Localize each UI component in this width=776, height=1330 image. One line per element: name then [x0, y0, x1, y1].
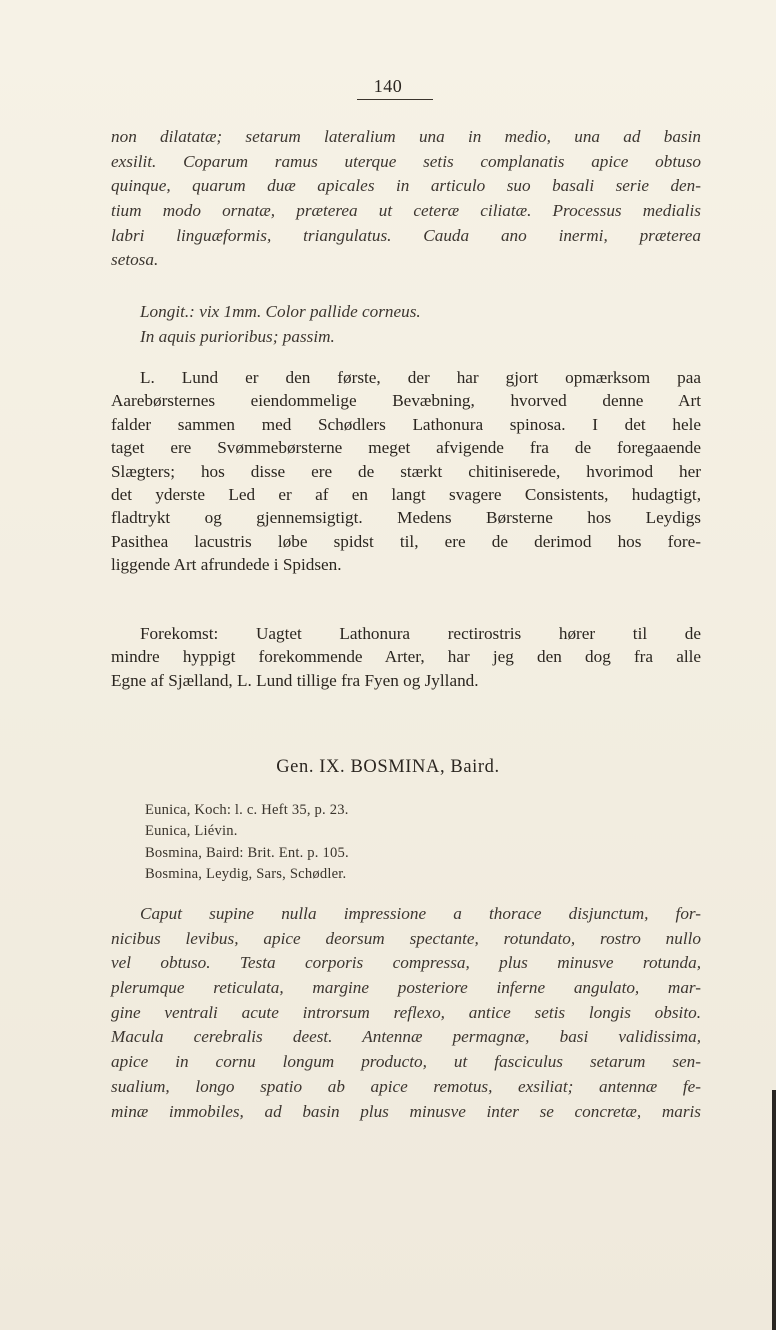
text-line: sualium, longo spatio ab apice remotus, exsiliat; antennæ fe-	[111, 1076, 701, 1096]
text-line: mindre hyppigt forekommende Arter, har jeg den dog fra alle	[111, 647, 701, 667]
text-line: plerumque reticulata, margine posteriore inferne angulato, mar-	[111, 978, 701, 998]
text-line: labri linguæformis, triangulatus. Cauda ano inermi, præterea	[111, 225, 701, 245]
text-line: Caput supine nulla impressione a thorace disjunctum, for-	[140, 904, 701, 923]
synonym-list	[145, 800, 349, 885]
text-line: minæ immobiles, ad basin plus minusve inter se concretæ, maris	[111, 1101, 701, 1121]
text-line: vel obtuso. Testa corporis compressa, plus minusve rotunda,	[111, 953, 701, 973]
synonym-entry: Eunica, Koch: l. c. Heft 35, p. 23.	[145, 802, 349, 818]
text-line: Aarebørsternes eiendommelige Bevæbning, hvorved denne Art	[111, 391, 701, 411]
text-line: Slægters; hos disse ere de stærkt chitiniserede, hvorimod her	[111, 461, 701, 481]
text-line: nicibus levibus, apice deorsum spectante, rotundato, rostro nullo	[111, 928, 701, 948]
latin-description	[111, 125, 701, 273]
genus-heading: Gen. IX. BOSMINA, Baird.	[276, 757, 500, 777]
synonym-entry: Bosmina, Baird: Brit. Ent. p. 105.	[145, 844, 349, 861]
text-line: Macula cerebralis deest. Antennæ permagnæ, basi validissima,	[111, 1027, 701, 1047]
page-number: 140	[373, 76, 403, 96]
text-line: setosa.	[111, 250, 159, 270]
text-line: non dilatatæ; setarum lateralium una in medio, una ad basin	[111, 127, 701, 146]
text-line: Egne af Sjælland, L. Lund tillige fra Fyen og Jylland.	[111, 670, 479, 690]
page-number-rule	[357, 99, 433, 100]
text-line: falder sammen med Schødlers Lathonura spinosa. I det hele	[111, 414, 701, 434]
text-line: gine ventrali acute introrsum reflexo, antice setis longis obsito.	[111, 1002, 701, 1022]
text-line: fladtrykt og gjennemsigtigt. Medens Børsterne hos Leydigs	[111, 508, 701, 528]
text-line: apice in cornu longum producto, ut fasciculus setarum sen-	[111, 1052, 701, 1072]
measurements	[111, 300, 701, 349]
danish-paragraph-1	[111, 366, 701, 577]
text-line: det yderste Led er af en langt svagere Consistents, hudagtigt,	[111, 484, 701, 504]
text-line: Longit.: vix 1mm. Color pallide corneus.	[140, 302, 421, 321]
text-line: tium modo ornatæ, præterea ut ceteræ ciliatæ. Processus medialis	[111, 201, 701, 221]
genus-description	[111, 902, 701, 1124]
text-line: liggende Art afrundede i Spidsen.	[111, 555, 342, 575]
text-line: exsilit. Coparum ramus uterque setis complanatis apice obtuso	[111, 151, 701, 171]
danish-paragraph-2	[111, 622, 701, 692]
synonym-entry: Eunica, Liévin.	[145, 823, 238, 840]
text-line: L. Lund er den første, der har gjort opmærksom paa	[140, 368, 701, 387]
text-line: quinque, quarum duæ apicales in articulo suo basali serie den-	[111, 176, 701, 196]
text-line: taget ere Svømmebørsterne meget afvigende fra de foregaaende	[111, 438, 701, 458]
text-line: Pasithea lacustris løbe spidst til, ere de derimod hos fore-	[111, 531, 701, 551]
text-line: Forekomst: Uagtet Lathonura rectirostris hører til de	[140, 624, 701, 643]
synonym-entry: Bosmina, Leydig, Sars, Schødler.	[145, 865, 347, 882]
page-edge-shadow	[772, 1090, 776, 1330]
text-line: In aquis purioribus; passim.	[140, 326, 335, 346]
